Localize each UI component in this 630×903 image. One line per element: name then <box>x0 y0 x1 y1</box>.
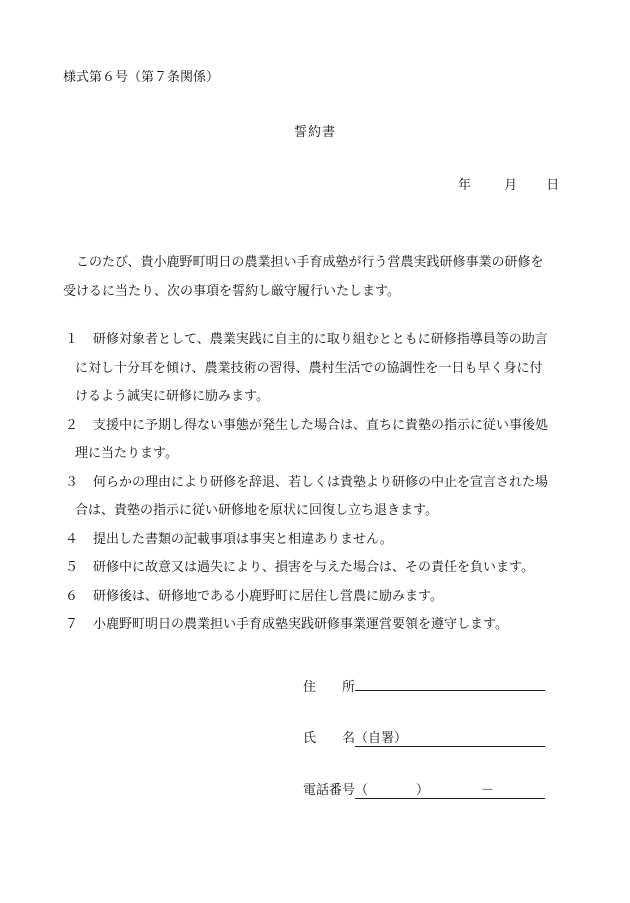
area-code-close-paren: ） <box>416 783 430 798</box>
pledge-number: ６ <box>65 588 79 604</box>
area-code-open-paren: （ <box>355 783 369 798</box>
pledge-number: １ <box>65 332 79 347</box>
intro-paragraph <box>63 248 543 306</box>
name-field[interactable] <box>355 727 545 747</box>
pledge-line: 合は、貴塾の指示に従い研修地を原状に回復し立ち退きます。 <box>75 503 438 518</box>
telephone-row <box>303 779 545 799</box>
name-label: 氏 名 <box>303 731 356 746</box>
pledge-item-4 <box>63 526 563 555</box>
pledge-list <box>63 326 563 640</box>
document-title: 誓約書 <box>293 125 336 140</box>
pledge-line: 何らかの理由により研修を辞退、若しくは貴塾より研修の中止を宣言された場 <box>93 474 549 490</box>
pledge-item-2 <box>63 412 563 469</box>
pledge-line: 研修中に故意又は過失により、損害を与えた場合は、その責任を負います。 <box>93 560 534 575</box>
address-field[interactable] <box>355 675 545 691</box>
date-month-label: 月 <box>504 178 518 193</box>
pledge-number: ７ <box>65 617 79 632</box>
pledge-number: ２ <box>65 417 79 433</box>
pledge-item-6 <box>63 583 563 612</box>
pledge-item-5 <box>63 554 563 583</box>
form-number-label: 様式第６号（第７条関係） <box>63 70 220 85</box>
pledge-line: に対し十分耳を傾け、農業技術の習得、農村生活での協調性を一日も早く身に付 <box>75 360 543 376</box>
pledge-number: ３ <box>65 474 79 490</box>
date-day-label: 日 <box>546 178 560 193</box>
intro-line-2: 受けるに当たり、次の事項を誓約し厳守履行いたします。 <box>63 284 400 299</box>
pledge-line: 提出した書類の記載事項は事実と相違ありません。 <box>93 531 393 547</box>
intro-line-1: このたび、貴小鹿野町明日の農業担い手育成塾が行う営農実践研修事業の研修を <box>76 255 544 270</box>
pledge-line: 研修後は、研修地である小鹿野町に居住し営農に励みます。 <box>93 588 443 604</box>
telephone-field[interactable] <box>355 779 545 799</box>
date-year-label: 年 <box>458 178 472 193</box>
pledge-line: 支援中に予期し得ない事態が発生した場合は、直ちに貴塾の指示に従い事後処 <box>93 417 549 433</box>
pledge-line: 理に当たります。 <box>75 446 178 461</box>
address-label: 住 所 <box>303 680 356 695</box>
pledge-item-1 <box>63 326 563 412</box>
pledge-item-3 <box>63 469 563 526</box>
address-row <box>303 675 545 695</box>
signature-hint: （自署） <box>355 731 408 746</box>
pledge-number: ５ <box>65 560 79 575</box>
date-line <box>458 174 559 193</box>
pledge-number: ４ <box>65 531 79 547</box>
pledge-line: 小鹿野町明日の農業担い手育成塾実践研修事業運営要領を遵守します。 <box>93 617 508 632</box>
name-row <box>303 727 545 747</box>
pledge-line: けるよう誠実に研修に励みます。 <box>75 389 269 404</box>
pledge-line: 研修対象者として、農業実践に自主的に取り組むとともに研修指導員等の助言 <box>93 332 548 347</box>
pledge-item-7 <box>63 611 563 640</box>
telephone-label: 電話番号 <box>303 783 356 798</box>
phone-dash: － <box>481 783 495 798</box>
